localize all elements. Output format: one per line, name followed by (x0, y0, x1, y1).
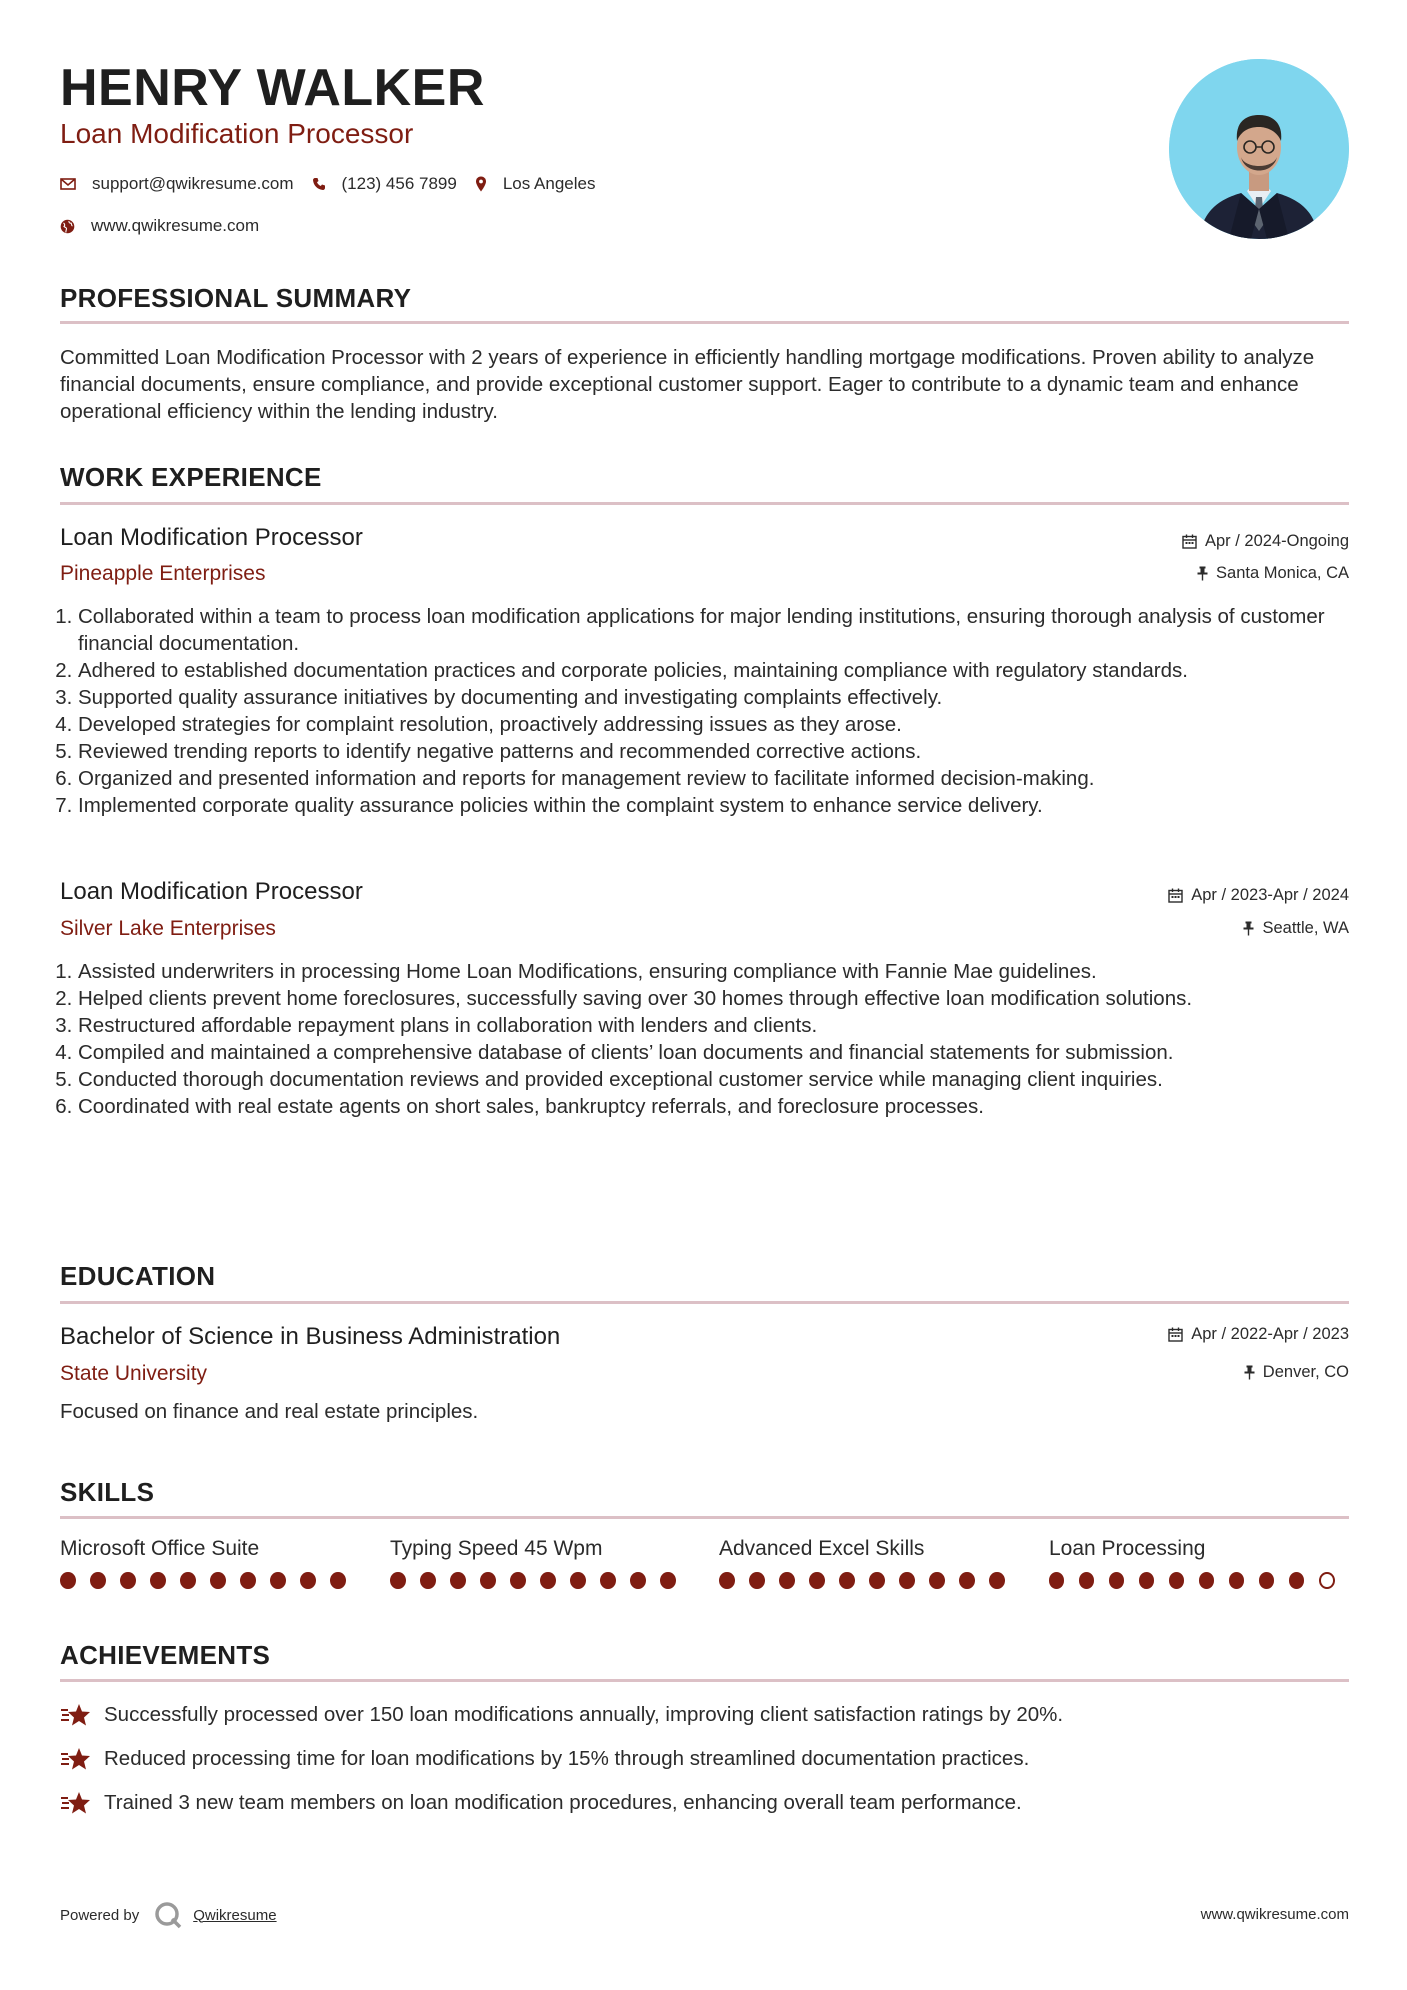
skill-dot-filled (330, 1572, 346, 1589)
powered-by-label: Powered by (60, 1906, 140, 1924)
profile-photo (1169, 59, 1349, 239)
skill-dot-filled (660, 1572, 676, 1589)
skill-rating (1049, 1572, 1349, 1589)
skill-dot-filled (450, 1572, 466, 1589)
skill-dot-filled (929, 1572, 945, 1589)
location-text: Los Angeles (502, 174, 596, 193)
job-1-bullet: 4. Developed strategies for complaint resolution, proactively addressing issues as they arose. (78, 711, 1367, 738)
job-1-bullet: 6. Organized and presented information and reports for management review to facilitate informed decision-making. (78, 765, 1367, 792)
skills-divider (60, 1516, 1349, 1519)
job-1-location-text: Santa Monica, CA (1216, 564, 1349, 582)
job-1-bullet: 7. Implemented corporate quality assurance policies within the complaint system to enhance service delivery. (78, 792, 1367, 819)
skill-dot-empty (1319, 1572, 1335, 1589)
skill-dot-filled (240, 1572, 256, 1589)
job-1-bullet: 1. Collaborated within a team to process loan modification applications for major lending institutions, ensuring thorough analysis of customer financial documentation. (78, 603, 1367, 657)
experience-heading: WORK EXPERIENCE (60, 462, 322, 492)
contact-email[interactable] (60, 174, 294, 194)
job-2-bullets (60, 958, 1367, 1120)
contact-location (475, 174, 596, 194)
job-2-bullet: 4. Compiled and maintained a comprehensive database of clients’ loan documents and financial statements for submission. (78, 1039, 1367, 1066)
skill-dot-filled (1199, 1572, 1214, 1589)
education-location (1244, 1363, 1349, 1382)
skill-dot-filled (630, 1572, 646, 1589)
skill-dot-filled (1229, 1572, 1244, 1589)
skill-dot-filled (570, 1572, 586, 1589)
achievements-divider (60, 1679, 1349, 1682)
website-text: www.qwikresume.com (91, 216, 260, 235)
contact-row-1 (60, 174, 613, 194)
job-1-dates-text: Apr / 2024-Ongoing (1204, 532, 1349, 550)
candidate-title: Loan Modification Processor (60, 118, 414, 149)
pushpin-icon (1197, 566, 1208, 581)
achievements-heading: ACHIEVEMENTS (60, 1640, 271, 1670)
job-2-bullet: 1. Assisted underwriters in processing Home Loan Modifications, ensuring compliance with Fannie Mae guidelines. (78, 958, 1367, 985)
skill-dot-filled (719, 1572, 735, 1589)
skill-dot-filled (120, 1572, 136, 1589)
job-2-dates-text: Apr / 2023-Apr / 2024 (1191, 886, 1349, 904)
skill-dot-filled (300, 1572, 316, 1589)
education-divider (60, 1301, 1349, 1304)
candidate-name: HENRY WALKER (60, 59, 485, 117)
skills-heading: SKILLS (60, 1477, 155, 1507)
job-1-location (1197, 564, 1349, 583)
contact-phone[interactable] (312, 174, 457, 194)
summary-heading: PROFESSIONAL SUMMARY (60, 283, 412, 313)
skill-dot-filled (1139, 1572, 1154, 1589)
globe-icon (60, 219, 75, 234)
skill-rating (390, 1572, 690, 1589)
pushpin-icon (1243, 921, 1254, 936)
education-dates (1168, 1325, 1349, 1344)
job-2-company: Silver Lake Enterprises (60, 917, 276, 940)
summary-text: Committed Loan Modification Processor with 2 years of experience in efficiently handling mortgage modifications. Proven ability to analyze financial documents, ensure compliance, and provide exceptional customer support. Eager to contribute to a dynamic team and enhance operational efficiency within the lending industry. (60, 346, 1315, 423)
education-dates-text: Apr / 2022-Apr / 2023 (1191, 1325, 1349, 1343)
skill-dot-filled (390, 1572, 406, 1589)
skill-item (1049, 1537, 1349, 1589)
award-star-icon (60, 1790, 92, 1816)
skill-name: Advanced Excel Skills (719, 1537, 925, 1560)
skill-dot-filled (839, 1572, 855, 1589)
achievement-item (60, 1746, 1029, 1772)
profile-portrait-image (1169, 59, 1349, 239)
skill-dot-filled (150, 1572, 166, 1589)
skill-dot-filled (210, 1572, 226, 1589)
skill-dot-filled (1109, 1572, 1124, 1589)
skill-item (719, 1537, 1019, 1589)
skill-dot-filled (1289, 1572, 1304, 1589)
skill-dot-filled (480, 1572, 496, 1589)
achievement-text: Reduced processing time for loan modifications by 15% through streamlined documentation practices. (104, 1747, 1030, 1770)
job-2-location-text: Seattle, WA (1262, 919, 1349, 937)
education-school: State University (60, 1362, 208, 1385)
job-2-location (1243, 919, 1349, 938)
skill-dot-filled (540, 1572, 556, 1589)
skill-name: Microsoft Office Suite (60, 1537, 260, 1560)
job-2-bullet: 2. Helped clients prevent home foreclosures, successfully saving over 30 homes through effective loan modification solutions. (78, 985, 1367, 1012)
phone-text: (123) 456 7899 (341, 174, 457, 193)
job-1-title: Loan Modification Processor (60, 524, 363, 551)
skill-dot-filled (1049, 1572, 1064, 1589)
skill-dot-filled (959, 1572, 975, 1589)
education-degree: Bachelor of Science in Business Administration (60, 1323, 561, 1350)
mail-icon (60, 178, 76, 190)
experience-divider (60, 502, 1349, 505)
footer-powered-by (60, 1900, 277, 1930)
contact-row-2 (60, 216, 277, 236)
job-2-bullet: 3. Restructured affordable repayment plans in collaboration with lenders and clients. (78, 1012, 1367, 1039)
qwikresume-logo-icon (153, 1900, 183, 1930)
education-heading: EDUCATION (60, 1261, 216, 1291)
pushpin-icon (1244, 1365, 1255, 1380)
job-1-bullets (60, 603, 1367, 819)
job-1-bullet: 3. Supported quality assurance initiatives by documenting and investigating complaints effectively. (78, 684, 1367, 711)
award-star-icon (60, 1746, 92, 1772)
calendar-icon (1168, 888, 1183, 903)
skill-dot-filled (779, 1572, 795, 1589)
skill-dot-filled (270, 1572, 286, 1589)
calendar-icon (1182, 534, 1197, 549)
skill-rating (60, 1572, 360, 1589)
job-2-bullet: 5. Conducted thorough documentation reviews and provided exceptional customer service while managing client inquiries. (78, 1066, 1367, 1093)
calendar-icon (1168, 1327, 1183, 1342)
job-1-bullet: 2. Adhered to established documentation practices and corporate policies, maintaining compliance with regulatory standards. (78, 657, 1367, 684)
job-2-dates (1168, 886, 1349, 905)
skill-dot-filled (1079, 1572, 1094, 1589)
skill-dot-filled (1259, 1572, 1274, 1589)
skill-dot-filled (869, 1572, 885, 1589)
phone-icon (312, 177, 326, 191)
skill-dot-filled (90, 1572, 106, 1589)
skill-name: Loan Processing (1049, 1537, 1206, 1560)
achievement-item (60, 1702, 1063, 1728)
skill-dot-filled (510, 1572, 526, 1589)
skill-dot-filled (60, 1572, 76, 1589)
skill-item (390, 1537, 690, 1589)
map-pin-icon (475, 176, 487, 192)
skill-dot-filled (1169, 1572, 1184, 1589)
job-1-dates (1182, 532, 1349, 551)
skill-dot-filled (989, 1572, 1005, 1589)
skill-name: Typing Speed 45 Wpm (390, 1537, 603, 1560)
skill-dot-filled (899, 1572, 915, 1589)
achievement-text: Trained 3 new team members on loan modification procedures, enhancing overall team performance. (104, 1791, 1022, 1814)
award-star-icon (60, 1702, 92, 1728)
job-2-title: Loan Modification Processor (60, 878, 363, 905)
education-description: Focused on finance and real estate principles. (60, 1400, 479, 1423)
footer-url[interactable]: www.qwikresume.com (1200, 1906, 1349, 1923)
email-text: support@qwikresume.com (92, 174, 294, 193)
achievement-text: Successfully processed over 150 loan modifications annually, improving client satisfaction ratings by 20%. (104, 1703, 1064, 1726)
skill-dot-filled (600, 1572, 616, 1589)
skill-dot-filled (809, 1572, 825, 1589)
summary-divider (60, 321, 1349, 324)
skill-rating (719, 1572, 1019, 1589)
achievement-item (60, 1790, 1022, 1816)
job-1-bullet: 5. Reviewed trending reports to identify negative patterns and recommended corrective actions. (78, 738, 1367, 765)
qwikresume-link[interactable]: Qwikresume (193, 1906, 277, 1924)
skill-dot-filled (420, 1572, 436, 1589)
skill-dot-filled (749, 1572, 765, 1589)
skill-dot-filled (180, 1572, 196, 1589)
education-location-text: Denver, CO (1262, 1363, 1349, 1381)
job-2-bullet: 6. Coordinated with real estate agents on short sales, bankruptcy referrals, and foreclosure processes. (78, 1093, 1367, 1120)
skill-item (60, 1537, 360, 1589)
job-1-company: Pineapple Enterprises (60, 562, 266, 585)
contact-website[interactable] (60, 216, 259, 236)
